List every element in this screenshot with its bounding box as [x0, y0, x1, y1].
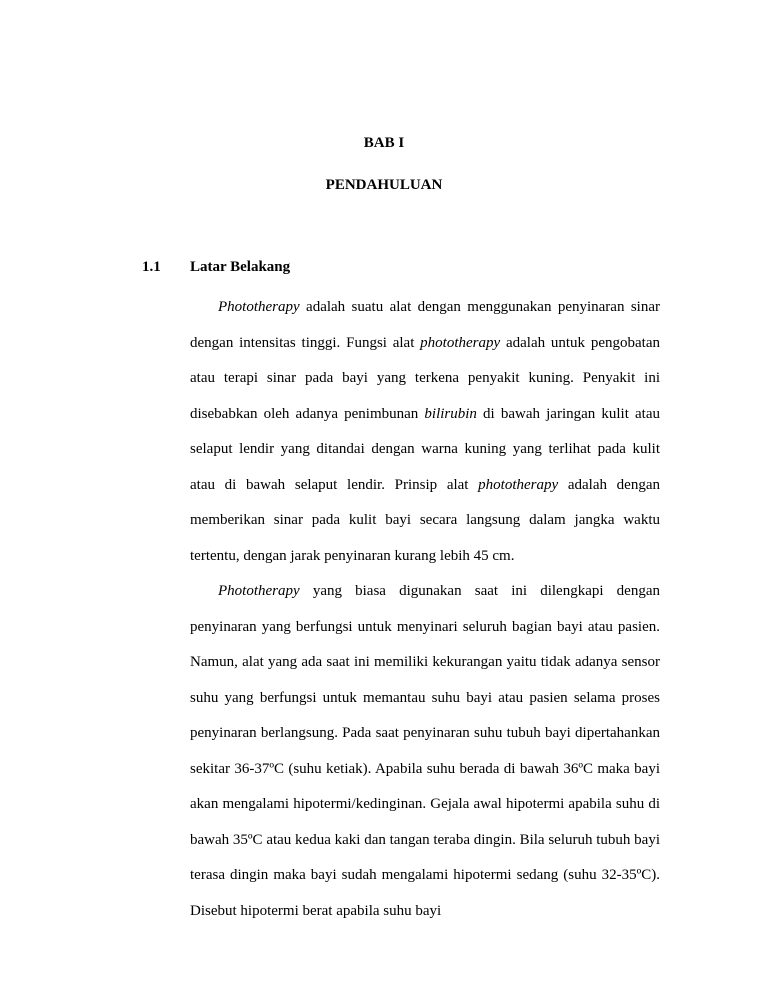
paragraph — [190, 290, 660, 574]
section-heading — [142, 258, 662, 276]
paragraph-segment: adalah suatu alat dengan menggunakan penyinaran sinar dengan intensitas tinggi. Fungsi alat — [190, 299, 660, 351]
section-title: Latar Belakang — [190, 259, 291, 275]
chapter-title: PENDAHULUAN — [325, 177, 443, 193]
chapter-number: BAB I — [363, 135, 405, 151]
paragraph-segment: phototherapy — [420, 334, 501, 351]
paragraph-segment: di bawah jaringan kulit atau selaput lendir yang ditandai dengan warna kuning yang terlihat pada kulit atau di bawah selaput lendir. Prinsip alat — [190, 405, 660, 493]
section-number: 1.1 — [142, 259, 161, 275]
paragraph-segment: phototherapy — [478, 476, 559, 493]
paragraph-segment: Phototherapy — [218, 583, 300, 599]
paragraph-segment: yang biasa digunakan saat ini dilengkapi dengan penyinaran yang berfungsi untuk menyinari seluruh bagian bayi atau pasien. Namun, alat yang ada saat ini memiliki kekurangan yaitu tidak adanya sensor suhu yang berfungsi untuk memantau suhu bayi atau pasien selama proses penyinaran berlangsung. Pada saat penyinaran suhu tubuh bayi dipertahankan sekitar 36-37ºC (suhu ketiak). Apabila suhu berada di bawah 36ºC maka bayi akan mengalami hipotermi/kedinginan. Gejala awal hipotermi apabila suhu di bawah 35ºC atau kedua kaki dan tangan teraba dingin. Bila seluruh tubuh bayi terasa dingin maka bayi sudah mengalami hipotermi sedang (suhu 32-35ºC). Disebut hipotermi berat apabila suhu bayi — [190, 583, 660, 919]
paragraph-segment: adalah dengan memberikan sinar pada kulit bayi secara langsung dalam jangka waktu tertentu, dengan jarak penyinaran kurang lebih 45 cm. — [190, 476, 660, 564]
paragraph — [190, 574, 660, 929]
paragraph-segment: bilirubin — [424, 405, 477, 422]
paragraph-segment: Phototherapy — [218, 299, 300, 315]
paragraph-segment: adalah untuk pengobatan atau terapi sinar pada bayi yang terkena penyakit kuning. Penyakit ini disebabkan oleh adanya penimbunan — [190, 334, 660, 422]
body-text — [190, 290, 660, 929]
